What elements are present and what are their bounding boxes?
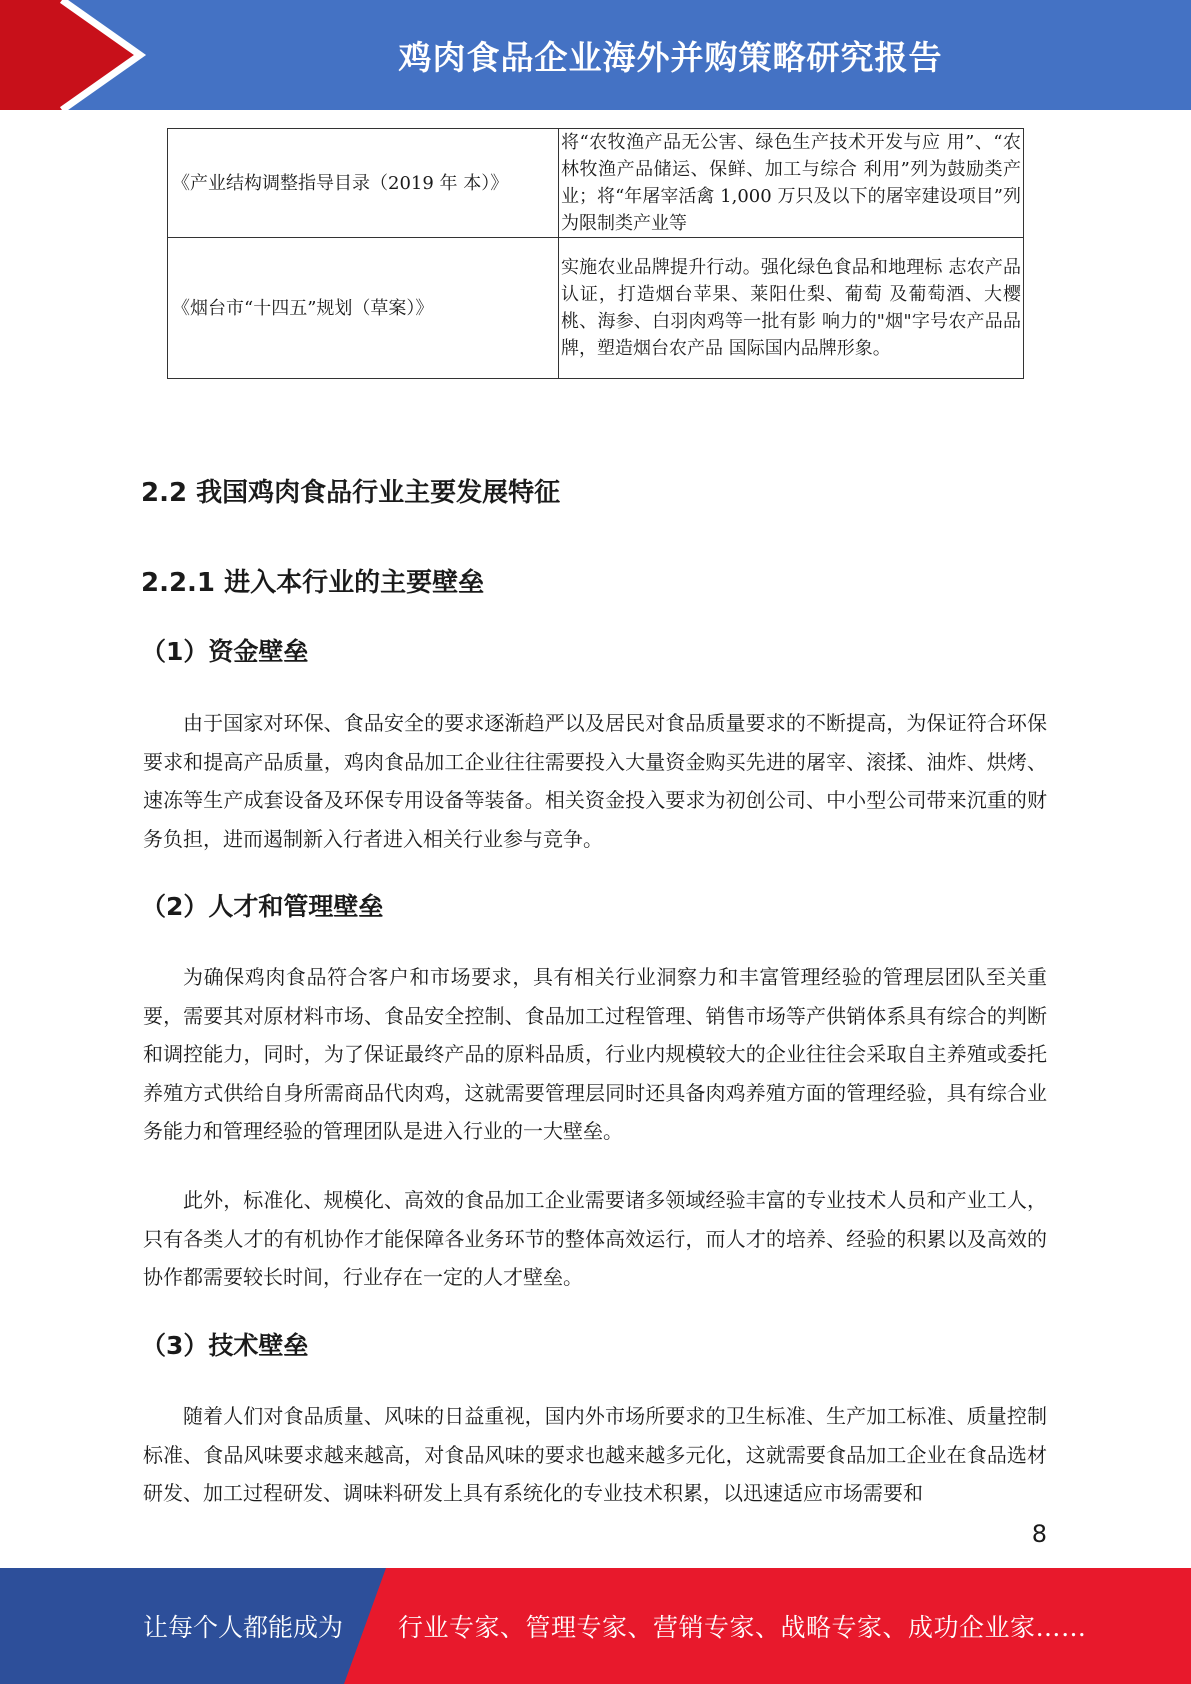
paragraph: 随着人们对食品质量、风味的日益重视，国内外市场所要求的卫生标准、生产加工标准、质量控制标准、食品风味要求越来越高，对食品风味的要求也越来越多元化，这就需要食品加工企业在食品选材研发、加工过程研发、调味料研发上具有系统化的专业技术积累，以迅速适应市场需要和	[143, 1404, 1047, 1505]
paragraph: 为确保鸡肉食品符合客户和市场要求，具有相关行业洞察力和丰富管理经验的管理层团队至关重要，需要其对原材料市场、食品安全控制、食品加工过程管理、销售市场等产供销体系具有综合的判断和调控能力，同时，为了保证最终产品的原料品质，行业内规模较大的企业往往会采取自主养殖或委托养殖方式供给自身所需商品代肉鸡，这就需要管理层同时还具备肉鸡养殖方面的管理经验，具有综合业务能力和管理经验的管理团队是进入行业的一大壁垒。	[143, 965, 1047, 1143]
footer-slogan-right: 行业专家、管理专家、营销专家、战略专家、成功企业家……	[398, 1613, 1087, 1642]
policy-table	[167, 128, 1024, 379]
barrier-heading-talent: （2）人才和管理壁垒	[141, 892, 384, 921]
subsection-heading: 2.2.1 进入本行业的主要壁垒	[141, 568, 485, 598]
section-heading: 2.2 我国鸡肉食品行业主要发展特征	[141, 478, 561, 508]
paragraph: 此外，标准化、规模化、高效的食品加工企业需要诸多领域经验丰富的专业技术人员和产业工人，只有各类人才的有机协作才能保障各业务环节的整体高效运行，而人才的培养、经验的积累以及高效的协作都需要较长时间，行业存在一定的人才壁垒。	[143, 1188, 1047, 1289]
policy-name-cell: 《产业结构调整指导目录（2019 年 本）》	[168, 129, 559, 238]
barrier-heading-technology: （3）技术壁垒	[141, 1331, 309, 1360]
page-header	[0, 0, 1191, 110]
report-title: 鸡肉食品企业海外并购策略研究报告	[398, 37, 943, 77]
table-row	[168, 238, 1024, 379]
paragraph: 由于国家对环保、食品安全的要求逐渐趋严以及居民对食品质量要求的不断提高，为保证符合环保要求和提高产品质量，鸡肉食品加工企业往往需要投入大量资金购买先进的屠宰、滚揉、油炸、烘烤、速冻等生产成套设备及环保专用设备等装备。相关资金投入要求为初创公司、中小型公司带来沉重的财务负担，进而遏制新入行者进入相关行业参与竞争。	[143, 711, 1047, 851]
policy-content-cell: 实施农业品牌提升行动。强化绿色食品和地理标 志农产品认证，打造烟台苹果、莱阳仕梨、葡萄 及葡萄酒、大樱桃、海参、白羽肉鸡等一批有影 响力的"烟"字号农产品品牌，塑造烟台农产品 国际国内品牌形象。	[559, 238, 1024, 379]
table-row	[168, 129, 1024, 238]
barrier-heading-capital: （1）资金壁垒	[141, 637, 309, 666]
policy-content-cell: 将“农牧渔产品无公害、绿色生产技术开发与应 用”、“农林牧渔产品储运、保鲜、加工与综合 利用”列为鼓励类产业；将“年屠宰活禽 1,000 万只及以下的屠宰建设项目”列为限制类产业等	[559, 129, 1024, 238]
page-footer	[0, 1568, 1191, 1684]
footer-slogan-left: 让每个人都能成为	[143, 1613, 344, 1642]
header-arrow-decoration	[0, 0, 160, 110]
policy-name-cell: 《烟台市“十四五”规划（草案）》	[168, 238, 559, 379]
page-number: 8	[1031, 1520, 1047, 1548]
